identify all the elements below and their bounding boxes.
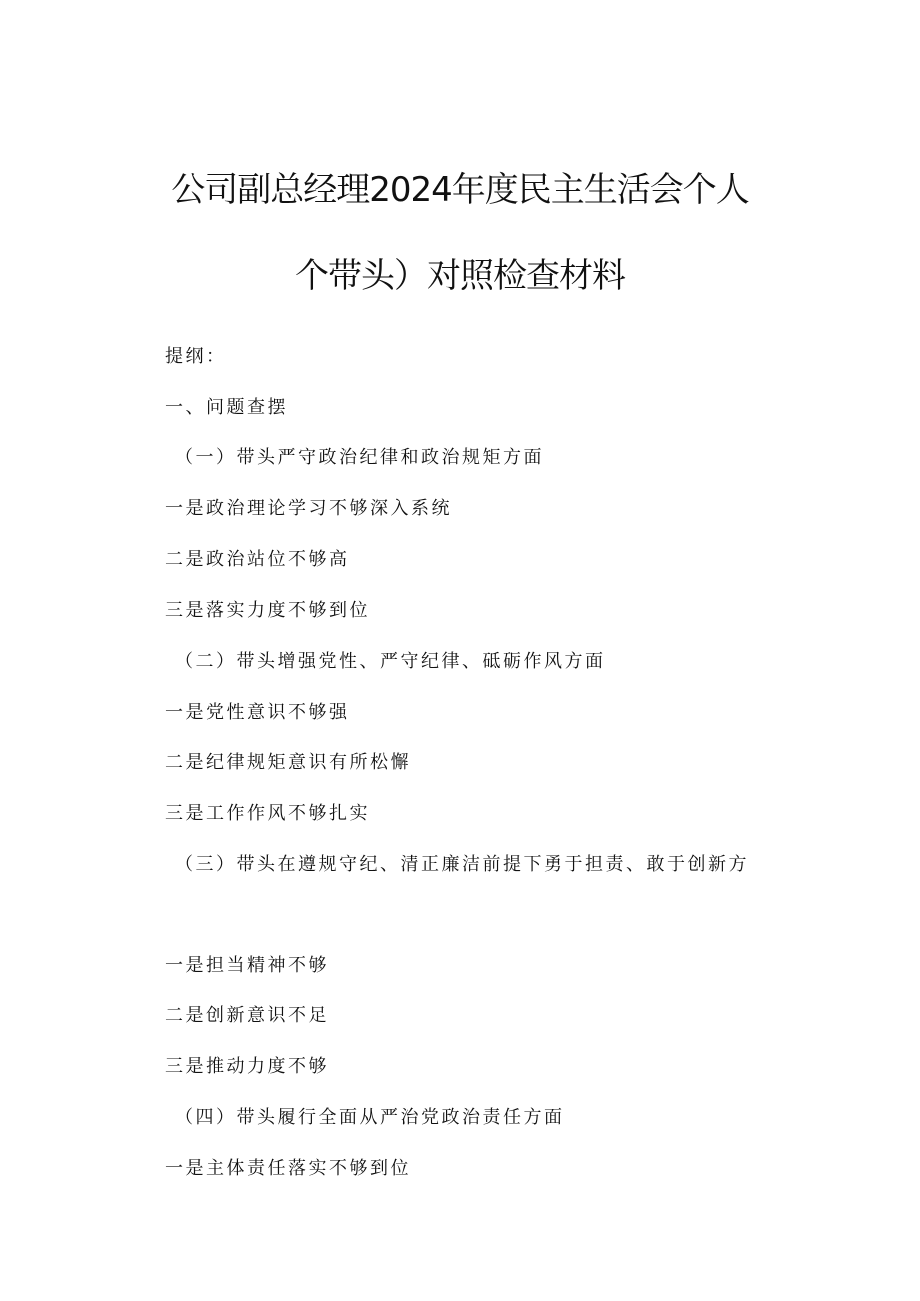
list-item: 二是创新意识不足 [165, 1005, 329, 1026]
list-item: 一是政治理论学习不够深入系统 [165, 498, 452, 519]
subsection-heading-4: （四）带头履行全面从严治党政治责任方面 [175, 1107, 565, 1128]
list-item: 一是主体责任落实不够到位 [165, 1158, 411, 1179]
list-item: 二是政治站位不够高 [165, 549, 350, 570]
list-item: 三是工作作风不够扎实 [165, 803, 370, 824]
document-title-line-1: 公司副总经理2024年度民主生活会个人 [171, 170, 749, 210]
subsection-heading-1: （一）带头严守政治纪律和政治规矩方面 [175, 447, 544, 468]
list-item: 一是党性意识不够强 [165, 702, 350, 723]
list-item: 一是担当精神不够 [165, 955, 329, 976]
outline-label: 提纲： [165, 346, 227, 367]
document-title-line-2: 个带头）对照检查材料 [295, 256, 625, 296]
subsection-heading-3: （三）带头在遵规守纪、清正廉洁前提下勇于担责、敢于创新方 [175, 854, 749, 875]
list-item: 三是推动力度不够 [165, 1056, 329, 1077]
subsection-heading-2: （二）带头增强党性、严守纪律、砥砺作风方面 [175, 651, 606, 672]
section-heading-problems: 一、问题查摆 [165, 397, 288, 418]
list-item: 三是落实力度不够到位 [165, 600, 370, 621]
list-item: 二是纪律规矩意识有所松懈 [165, 752, 411, 773]
